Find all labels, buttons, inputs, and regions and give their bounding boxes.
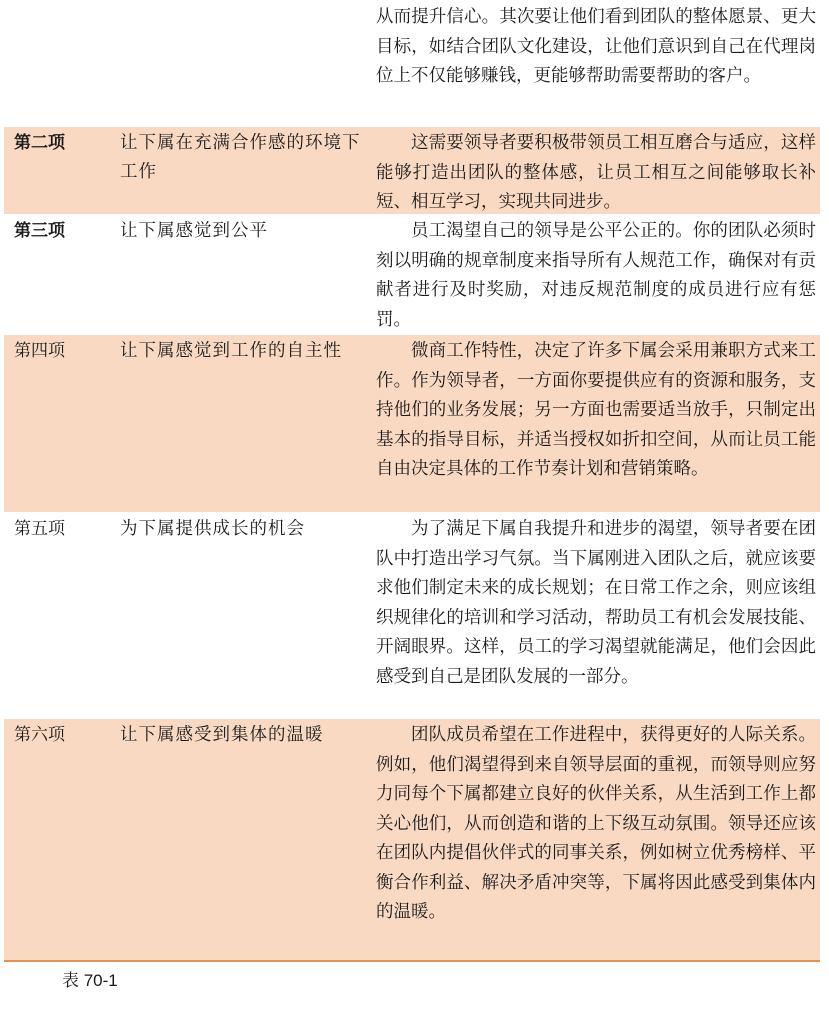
row-number xyxy=(4,0,108,126)
row-description xyxy=(370,335,820,512)
table-row xyxy=(4,512,820,718)
row-description xyxy=(370,719,820,960)
row-description-text: 这需要领导者要积极带领员工相互磨合与适应，这样能够打造出团队的整体感，让员工相互之间能够取长补短、相互学习，实现共同进步。 xyxy=(376,133,816,212)
table-row xyxy=(4,0,820,126)
row-description xyxy=(370,513,820,718)
row-number: 第五项 xyxy=(14,519,65,539)
row-title: 让下属感觉到公平 xyxy=(120,221,268,241)
table-row xyxy=(4,126,820,214)
row-number: 第三项 xyxy=(14,221,65,241)
row-title: 让下属感觉到工作的自主性 xyxy=(120,341,342,361)
row-number: 第四项 xyxy=(14,341,65,361)
row-description-text: 从而提升信心。其次要让他们看到团队的整体愿景、更大目标，如结合团队文化建设，让他们意识到自己在代理岗位上不仅能够赚钱，更能够帮助需要帮助的客户。 xyxy=(376,7,816,86)
row-description xyxy=(370,0,820,126)
row-description xyxy=(370,127,820,214)
row-title xyxy=(108,0,370,126)
row-title: 为下属提供成长的机会 xyxy=(120,519,305,539)
table-row xyxy=(4,214,820,334)
table-caption: 表 70-1 xyxy=(62,971,118,990)
row-description-text: 微商工作特性，决定了许多下属会采用兼职方式来工作。作为领导者，一方面你要提供应有的资源和服务，支持他们的业务发展；另一方面也需要适当放手，只制定出基本的指导目标，并适当授权如折扣空间，从而让员工能自由决定具体的工作节奏计划和营销策略。 xyxy=(376,341,816,479)
table-row xyxy=(4,718,820,960)
row-description xyxy=(370,215,820,334)
row-title: 让下属感受到集体的温暖 xyxy=(120,725,324,745)
row-description-text: 为了满足下属自我提升和进步的渴望，领导者要在团队中打造出学习气氛。当下属刚进入团队之后，就应该要求他们制定未来的成长规划；在日常工作之余，则应该组织规律化的培训和学习活动，帮助员工有机会发展技能、开阔眼界。这样，员工的学习渴望就能满足，他们会因此感受到自己是团队发展的一部分。 xyxy=(376,519,816,687)
row-description-text: 团队成员希望在工作进程中，获得更好的人际关系。例如，他们渴望得到来自领导层面的重视，而领导则应努力同每个下属都建立良好的伙伴关系，从生活到工作上都关心他们，从而创造和谐的上下级互动氛围。领导还应该在团队内提倡伙伴式的同事关系，例如树立优秀榜样、平衡合作利益、解决矛盾冲突等，下属将因此感受到集体内的温暖。 xyxy=(376,725,816,922)
row-number: 第二项 xyxy=(14,133,65,153)
content-table xyxy=(4,0,820,962)
row-number: 第六项 xyxy=(14,725,65,745)
table-row xyxy=(4,334,820,512)
row-title: 让下属在充满合作感的环境下工作 xyxy=(120,133,361,182)
row-description-text: 员工渴望自己的领导是公平公正的。你的团队必须时刻以明确的规章制度来指导所有人规范工作，确保对有贡献者进行及时奖励，对违反规范制度的成员进行应有惩罚。 xyxy=(376,221,816,330)
